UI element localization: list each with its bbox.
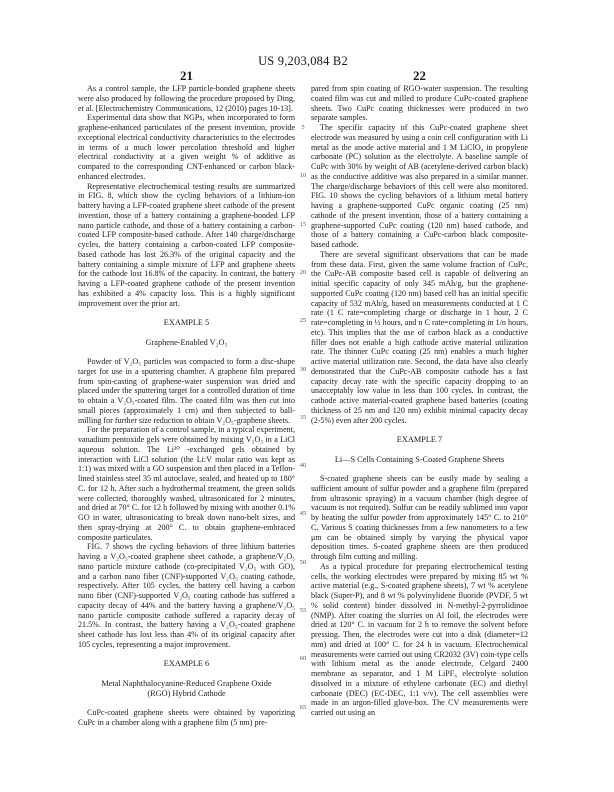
paragraph: For the preparation of a control sample, in a typical experiment, vanadium pentoxide gels were obtained by mixing V₂O₅ in a LiCl aqueous solution. The Li³⁰ -exchanged gels obtained by interaction with LiCl solution (the Li:V molar ratio was kept as 1:1) was mixed with a GO suspension and then placed in a Teflon-lined stainless steel 35 ml autoclave, sealed, and heated up to 180° C. for 12 h. After such a hydrothermal treatment, the green solids were collected, thoroughly washed, ultrasonicated for 2 minutes, and dried at 70° C. for 12 h followed by mixing with another 0.1% GO in water, ultrasonicating to break down nano-belt sizes, and then spray-drying at 200° C. to obtain graphene-embraced composite particulates. <box>78 425 295 542</box>
example-6-heading: EXAMPLE 6 <box>163 659 210 669</box>
paragraph: FIG. 7 shows the cycling behaviors of three lithium batteries having a V₂O₅-coated graphene sheet cathode, a graphene/V₂O₅ nano particle mixture cathode (co-precipitated V₂O₅ with GO), and a carbon nano fiber (CNF)-supported V₂O₅ coating cathode, respectively. After 105 cycles, the battery cell having a carbon nano fiber (CNF)-supported V₂O₅ coating cathode has suffered a capacity decay of 44% and the battery having a graphene/V₂O₅ nano particle composite cathode suffered a capacity decay of 21.5%. In contrast, the battery having a V₂O₅-coated graphene sheet cathode has lost less than 4% of its original capacity after 105 cycles, representing a major improvement. <box>78 542 295 649</box>
line-number: 50 <box>299 558 307 566</box>
line-number: 10 <box>299 172 307 180</box>
paragraph: S-coated graphene sheets can be easily made by sealing a sufficient amount of sulfur powder and a graphene film (prepared from ultrasonic spraying) in a vacuum chamber (high degree of vacuum is not required). Sulfur can be readily sublimed into vapor by heating the sulfur powder from approximately 145° C. to 210° C. Various S coating thicknesses from a few nanometers to a few μm can be obtained simply by varying the physical vapor deposition times. S-coated graphene sheets are then produced through film cutting and milling. <box>311 474 528 561</box>
left-text-column <box>78 84 295 728</box>
example-5-title: Graphene-Enabled V₂O₅ <box>145 337 228 347</box>
paragraph: pared from spin coating of RGO-water suspension. The resulting coated film was cut and milled to produce CuPc-coated graphene sheets. Two CuPc coating thicknesses were produced in two separate samples. <box>311 84 528 123</box>
right-text-column <box>311 84 528 718</box>
line-number: 5 <box>301 124 305 131</box>
example-7-heading: EXAMPLE 7 <box>396 435 443 444</box>
line-number: 35 <box>299 413 307 421</box>
line-number: 60 <box>299 655 307 663</box>
column-number-left: 21 <box>180 68 193 83</box>
paragraph: Powder of V₂O₅ particles was compacted to form a disc-shape target for use in a sputtering chamber. A graphene film prepared from spin-casting of graphene-water suspension was dried and placed under the sputtering target for a controlled duration of time to obtain a V₂O₅-coated film. The coated film was then cut into small pieces (approximately 1 cm) and then subjected to ball-milling for further size reduction to obtain V₂O₅-graphene sheets. <box>78 357 295 425</box>
paragraph: There are several significant observations that can be made from these data. First, given the same volume fraction of CuPc, the CuPc-AB composite based cell is capable of delivering an initial specific capacity of only 345 mAh/g, but the graphene-supported CuPc coating (120 nm) based cell has an initial specific capacity of 532 mAh/g, based on measurements conducted at 1 C rate (1 C rate=completing charge or discharge in 1 hour, 2 C rate=completing in ½ hours, and n C rate=completing in 1/n hours, etc). This implies that the use of carbon black as a conductive filler does not enable a high cathode active material utilization rate. The thinner CuPc coating (25 nm) enables a much higher active material utilization rate. Second, the data have also clearly demonstrated that the CuPc-AB composite cathode has a fast capacity decay rate with the specific capacity dropping to an unacceptably low value in less than 100 cycles. In contrast, the cathode active material-coated graphene based batteries (coating thickness of 25 nm and 120 nm) exhibit minimal capacity decay (2-5%) even after 200 cycles. <box>311 249 528 425</box>
example-5-heading: EXAMPLE 5 <box>163 318 210 327</box>
line-number: 30 <box>299 365 307 373</box>
paragraph: The specific capacity of this CuPc-coated graphene sheet electrode was measured by using a coin cell configuration with Li metal as the anode active material and 1 M LiClO₄ in propylene carbonate (PC) solution as the electrolyte. A baseline sample of CuPc with 30% by weight of AB (acetylene-derived carbon black) as the conductive additive was also prepared in a similar manner. The charge/discharge behaviors of this cell were also monitored. FIG. 10 shows the cycling behaviors of a lithium metal battery having a graphene-supported CuPc organic coating (25 nm) cathode of the present invention, those of a battery containing a graphene-supported CuPc coating (120 nm) based cathode, and those of a battery containing a CuPc-carbon black composite-based cathode. <box>311 123 528 249</box>
line-number: 25 <box>299 317 307 325</box>
line-number: 15 <box>299 220 307 228</box>
example-6-title <box>78 679 295 699</box>
line-number: 65 <box>299 703 307 711</box>
line-number: 40 <box>299 462 307 470</box>
example-6-title-line-1: Metal Naphthalocyanine-Reduced Graphene Oxide <box>101 678 272 688</box>
paragraph: As a typical procedure for preparing electrochemical testing cells, the working electrodes were prepared by mixing 85 wt % active material (e.g., S-coated graphene sheets), 7 wt % acetylene black (Super-P), and 8 wt % polyvinylidene fluoride (PVDF, 5 wt % solid content) binder dissolved in N-methyl-2-pyrrolidinoe (NMP). After coating the slurries on Al foil, the electrodes were dried at 120° C. in vacuum for 2 h to remove the solvent before pressing. Then, the electrodes were cut into a disk (diameter=12 mm) and dried at 100° C. for 24 h in vacuum. Electrochemical measurements were carried out using CR2032 (3V) coin-type cells with lithium metal as the anode electrode, Celgard 2400 membrane as separator, and 1 M LiPF₆ electrolyte solution dissolved in a mixture of ethylene carbonate (EC) and diethyl carbonate (DEC) (EC-DEC, 1:1 v/v). The cell assemblies were made in an argon-filled glove-box. The CV measurements were carried out using an <box>311 561 528 717</box>
paragraph: As a control sample, the LFP particle-bonded graphene sheets were also produced by following the procedure proposed by Ding, et al. [Electrochemistry Communications, 12 (2010) pages 10-13]. <box>78 84 295 113</box>
column-number-right: 22 <box>413 68 426 83</box>
paragraph: Representative electrochemical testing results are summarized in FIG. 8, which show the cycling behaviors of a lithium-ion battery having a LFP-coated graphene sheet cathode of the present invention, those of a battery containing a graphene-bonded LFP nano particle cathode, and those of a battery containing a carbon-coated LFP composite-based cathode. After 140 charge/discharge cycles, the battery containing a carbon-coated LFP composite-based cathode has lost 26.3% of the original capacity and the battery containing a simple mixture of LFP and graphene sheets for the cathode lost 16.8% of the capacity. In contrast, the battery having a LFP-coated graphene cathode of the present invention has exhibited a 4% capacity loss. This is a highly significant improvement over the prior art. <box>78 181 295 308</box>
paragraph: CuPc-coated graphene sheets were obtained by vaporizing CuPc in a chamber along with a graphene film (5 nm) pre- <box>78 708 295 727</box>
line-number: 20 <box>299 268 307 276</box>
line-number: 45 <box>299 510 307 518</box>
patent-number: US 9,203,084 B2 <box>258 54 348 68</box>
example-7-title: Li—S Cells Containing S-Coated Graphene Sheets <box>334 454 505 464</box>
paragraph: Experimental data show that NGPs, when incorporated to form graphene-enhanced particulates of the present invention, provide exceptional electrical conductivity characteristics to the electrodes in terms of a much lower percolation threshold and higher electrical conductivity at a given weight % of additive as compared to the corresponding CNT-enhanced or carbon black-enhanced electrodes. <box>78 113 295 181</box>
line-number: 55 <box>299 607 307 614</box>
example-6-title-line-2: (RGO) Hybrid Cathode <box>147 688 226 698</box>
